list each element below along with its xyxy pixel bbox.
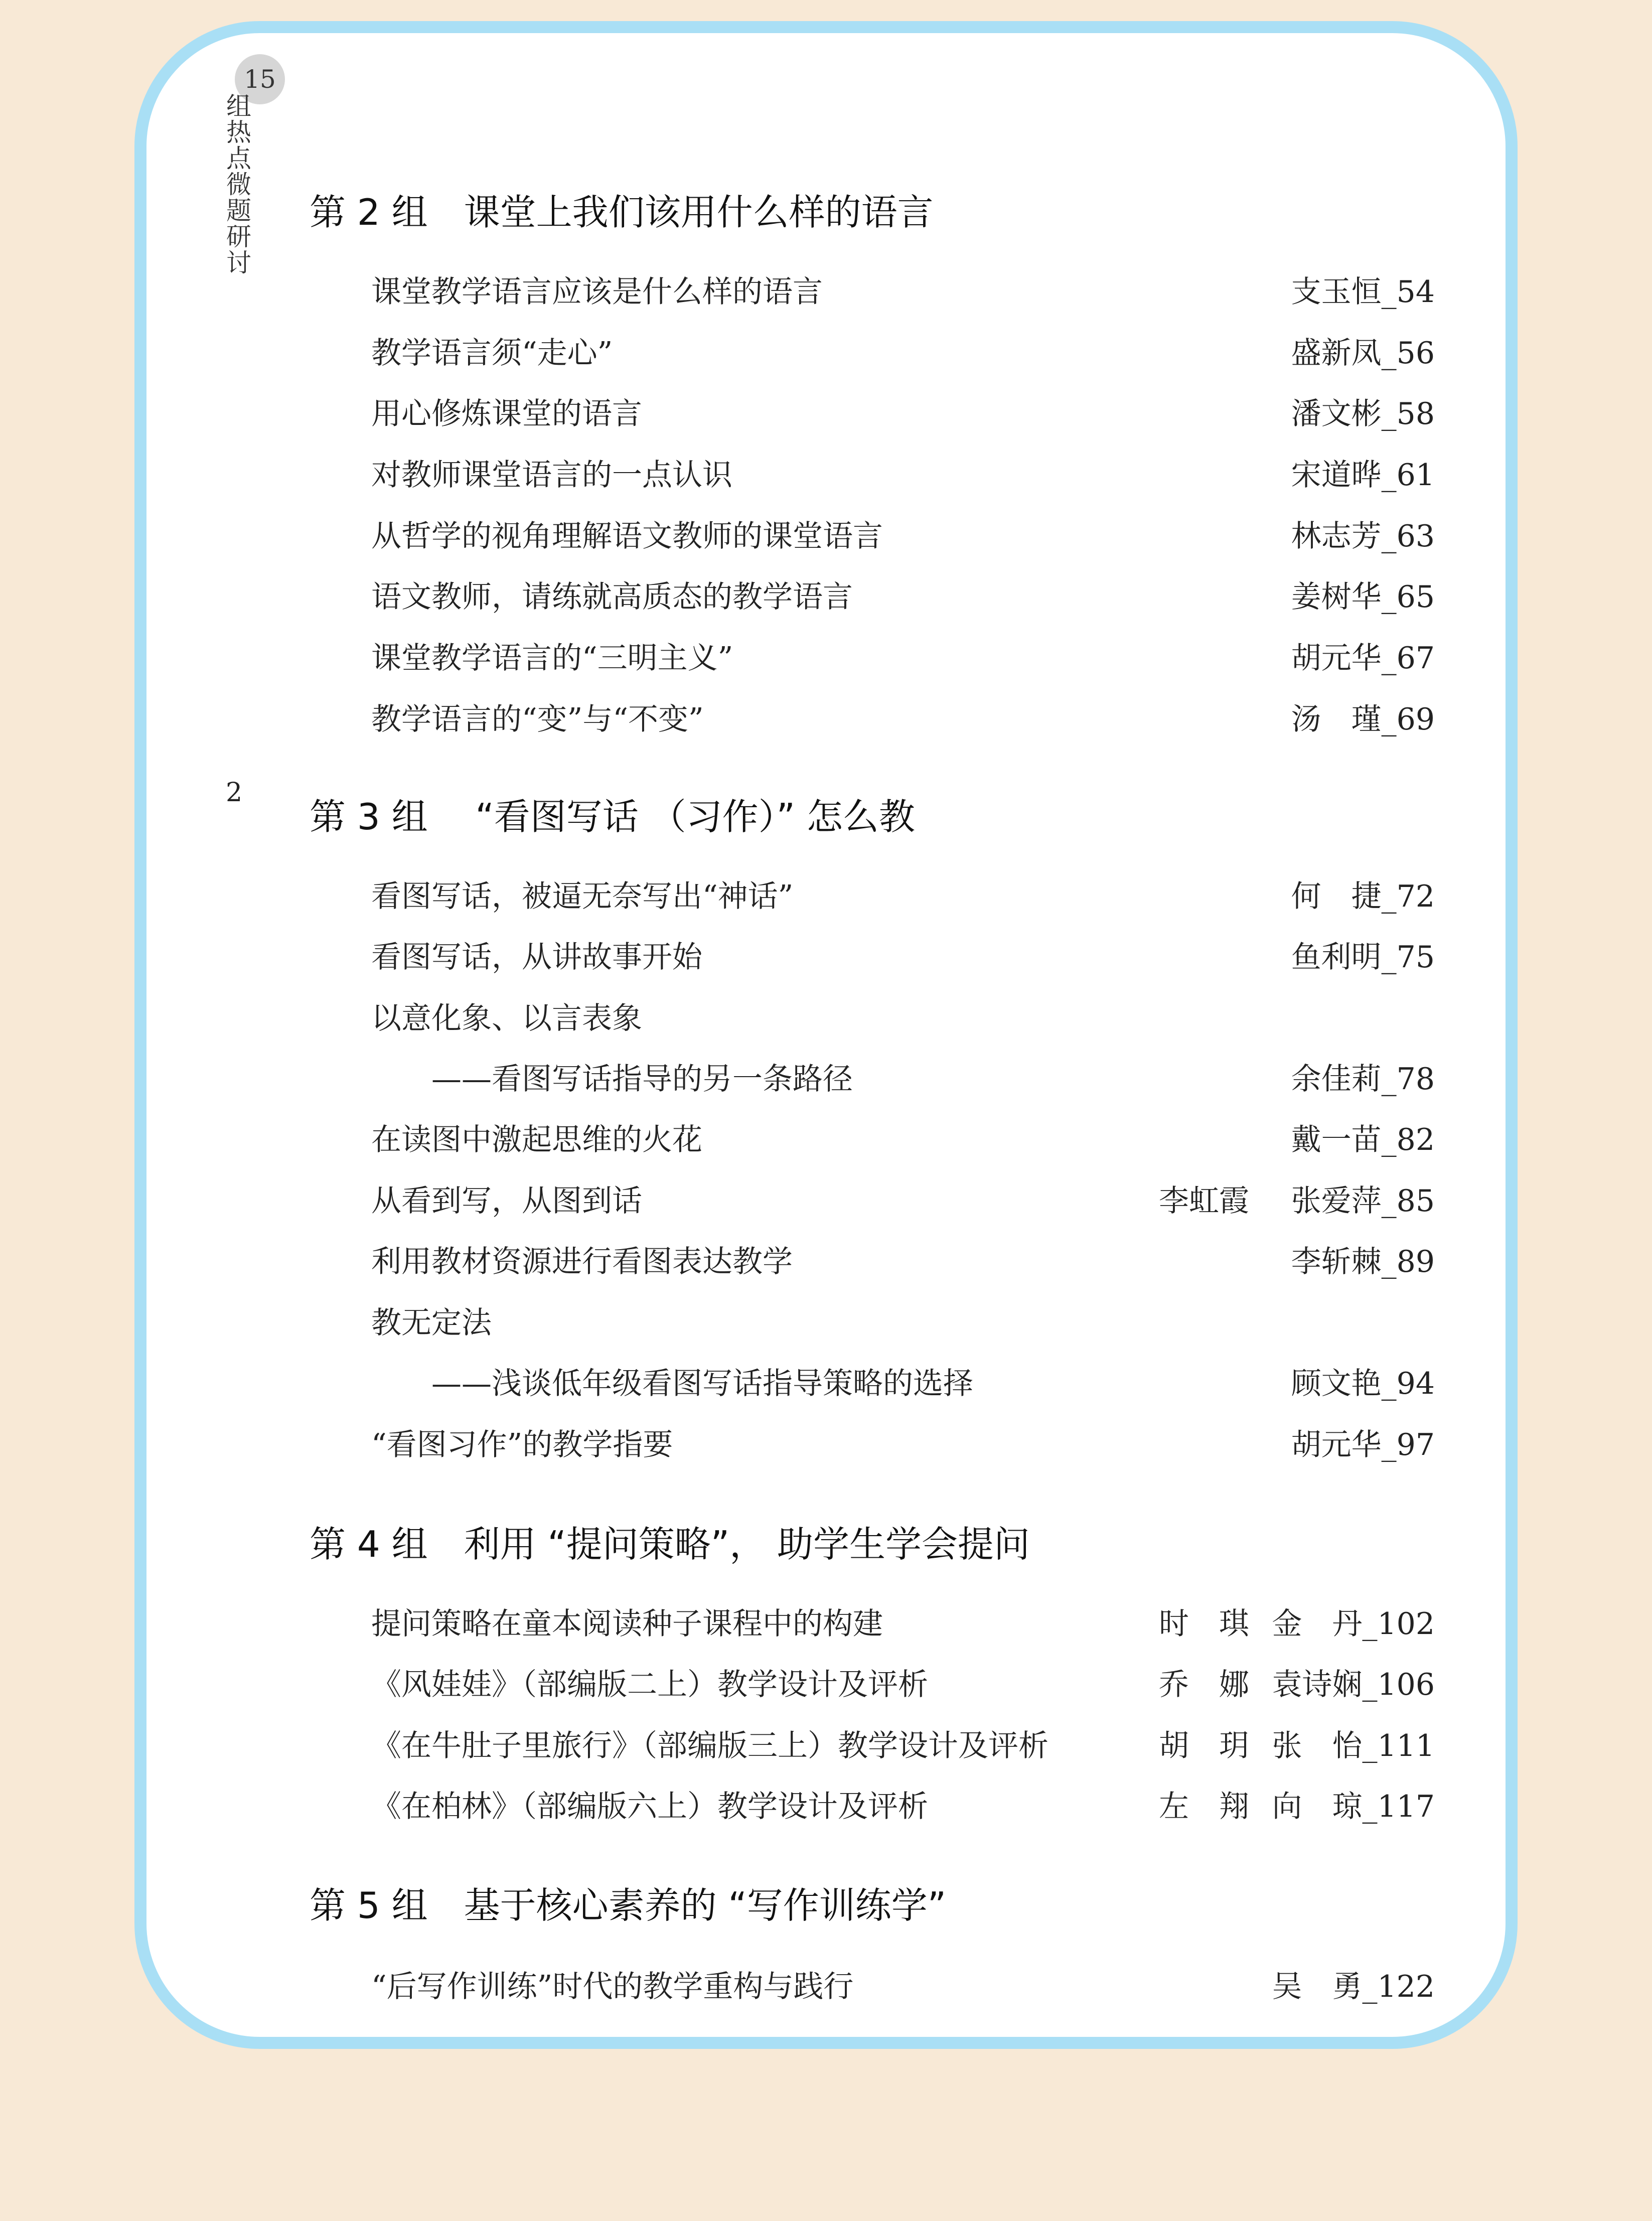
toc-entry[interactable] [371, 1363, 1435, 1403]
entry-title: 教无定法 [371, 1305, 492, 1341]
entry-coauthor: 胡 玥 [1159, 1728, 1249, 1763]
toc-entry[interactable] [371, 1180, 1435, 1220]
entry-author-page: 张 怡_111 [1272, 1728, 1435, 1763]
entry-title: 看图写话，被逼无奈写出“神话” [371, 879, 794, 914]
entry-author-page: 潘文彬_58 [1291, 396, 1435, 431]
entry-author-page: 鱼利明_75 [1291, 940, 1435, 975]
page-number: 2 [226, 778, 243, 808]
entry-subtitle: ——看图写话指导的另一条路径 [431, 1062, 853, 1097]
entry-title: 用心修炼课堂的语言 [371, 396, 642, 431]
toc-entry[interactable] [371, 332, 1435, 372]
entry-title: 看图写话，从讲故事开始 [371, 940, 702, 975]
toc-entry[interactable] [371, 1786, 1435, 1826]
entry-title: 教学语言须“走心” [371, 336, 613, 371]
entry-title: 从哲学的视角理解语文教师的课堂语言 [371, 519, 883, 554]
toc-entry[interactable] [371, 698, 1435, 738]
entry-author-page: 何 捷_72 [1291, 879, 1435, 914]
entry-author-page: 吴 勇_122 [1272, 1969, 1435, 2004]
entry-author-page: 张爱萍_85 [1291, 1183, 1435, 1219]
entry-title: 《风娃娃》（部编版二上）教学设计及评析 [371, 1667, 928, 1702]
entry-title: 课堂教学语言应该是什么样的语言 [371, 274, 823, 310]
toc-entry[interactable] [371, 875, 1435, 916]
toc-entry[interactable] [371, 1058, 1435, 1098]
toc-entry[interactable] [371, 1664, 1435, 1704]
toc-entry[interactable] [371, 454, 1435, 494]
entry-author-page: 向 琼_117 [1272, 1789, 1435, 1824]
toc-entry[interactable] [371, 1302, 1435, 1342]
section-heading-group-5: 第 5 组 基于核心素养的 “写作训练学” [310, 1884, 947, 1927]
entry-author-page: 顾文艳_94 [1291, 1366, 1435, 1401]
entry-author-page: 汤 瑾_69 [1291, 702, 1435, 737]
entry-author-page: 胡元华_97 [1291, 1427, 1435, 1462]
section-heading-group-3: 第 3 组 “看图写话 （习作）” 怎么教 [310, 796, 915, 838]
entry-title: 课堂教学语言的“三明主义” [371, 641, 733, 676]
toc-entry[interactable] [371, 936, 1435, 976]
toc-entry[interactable] [371, 1119, 1435, 1159]
entry-author-page: 林志芳_63 [1291, 519, 1435, 554]
toc-entry[interactable] [371, 1603, 1435, 1643]
entry-author-page: 宋道晔_61 [1291, 458, 1435, 493]
entry-author-page: 姜树华_65 [1291, 579, 1435, 615]
entry-title: 利用教材资源进行看图表达教学 [371, 1244, 793, 1279]
entry-title: 《在牛肚子里旅行》（部编版三上）教学设计及评析 [371, 1728, 1048, 1763]
entry-coauthor: 时 琪 [1159, 1606, 1249, 1642]
toc-entry[interactable] [371, 393, 1435, 433]
entry-title: 语文教师，请练就高质态的教学语言 [371, 579, 853, 615]
entry-title: 提问策略在童本阅读种子课程中的构建 [371, 1606, 883, 1642]
entry-coauthor: 乔 娜 [1159, 1667, 1249, 1702]
toc-entry[interactable] [371, 515, 1435, 555]
entry-author-page: 袁诗娴_106 [1272, 1667, 1435, 1702]
entry-title: “后写作训练”时代的教学重构与践行 [371, 1969, 854, 2004]
toc-entry[interactable] [371, 1241, 1435, 1281]
entry-title: 从看到写，从图到话 [371, 1183, 642, 1219]
toc-entry[interactable] [371, 1725, 1435, 1765]
entry-title: 《在柏林》（部编版六上）教学设计及评析 [371, 1789, 928, 1824]
entry-subtitle: ——浅谈低年级看图写话指导策略的选择 [431, 1366, 973, 1401]
entry-title: 对教师课堂语言的一点认识 [371, 458, 732, 493]
entry-author-page: 金 丹_102 [1272, 1606, 1435, 1642]
entry-title: 教学语言的“变”与“不变” [371, 702, 704, 737]
entry-title: 在读图中激起思维的火花 [371, 1122, 702, 1157]
group-count-badge: 15 [235, 54, 285, 104]
entry-title: 以意化象、以言表象 [371, 1001, 642, 1036]
section-heading-group-4: 第 4 组 利用 “提问策略”， 助学生学会提问 [310, 1523, 1030, 1565]
entry-coauthor: 左 翔 [1159, 1789, 1249, 1824]
entry-author-page: 戴一苗_82 [1291, 1122, 1435, 1157]
toc-entry[interactable] [371, 576, 1435, 616]
toc-entry[interactable] [371, 637, 1435, 677]
toc-entry[interactable] [371, 271, 1435, 311]
entry-coauthor: 李虹霞 [1159, 1183, 1249, 1219]
toc-entry[interactable] [371, 1966, 1435, 2006]
entry-author-page: 余佳莉_78 [1291, 1062, 1435, 1097]
section-heading-group-2: 第 2 组 课堂上我们该用什么样的语言 [310, 191, 934, 233]
entry-author-page: 李斩棘_89 [1291, 1244, 1435, 1279]
side-title: 组热点微题研讨 [222, 93, 251, 275]
entry-author-page: 盛新凤_56 [1291, 336, 1435, 371]
toc-entry[interactable] [371, 1424, 1435, 1464]
entry-title: “看图习作”的教学指要 [371, 1427, 673, 1462]
toc-entry[interactable] [371, 997, 1435, 1038]
entry-author-page: 胡元华_67 [1291, 641, 1435, 676]
entry-author-page: 支玉恒_54 [1291, 274, 1435, 310]
